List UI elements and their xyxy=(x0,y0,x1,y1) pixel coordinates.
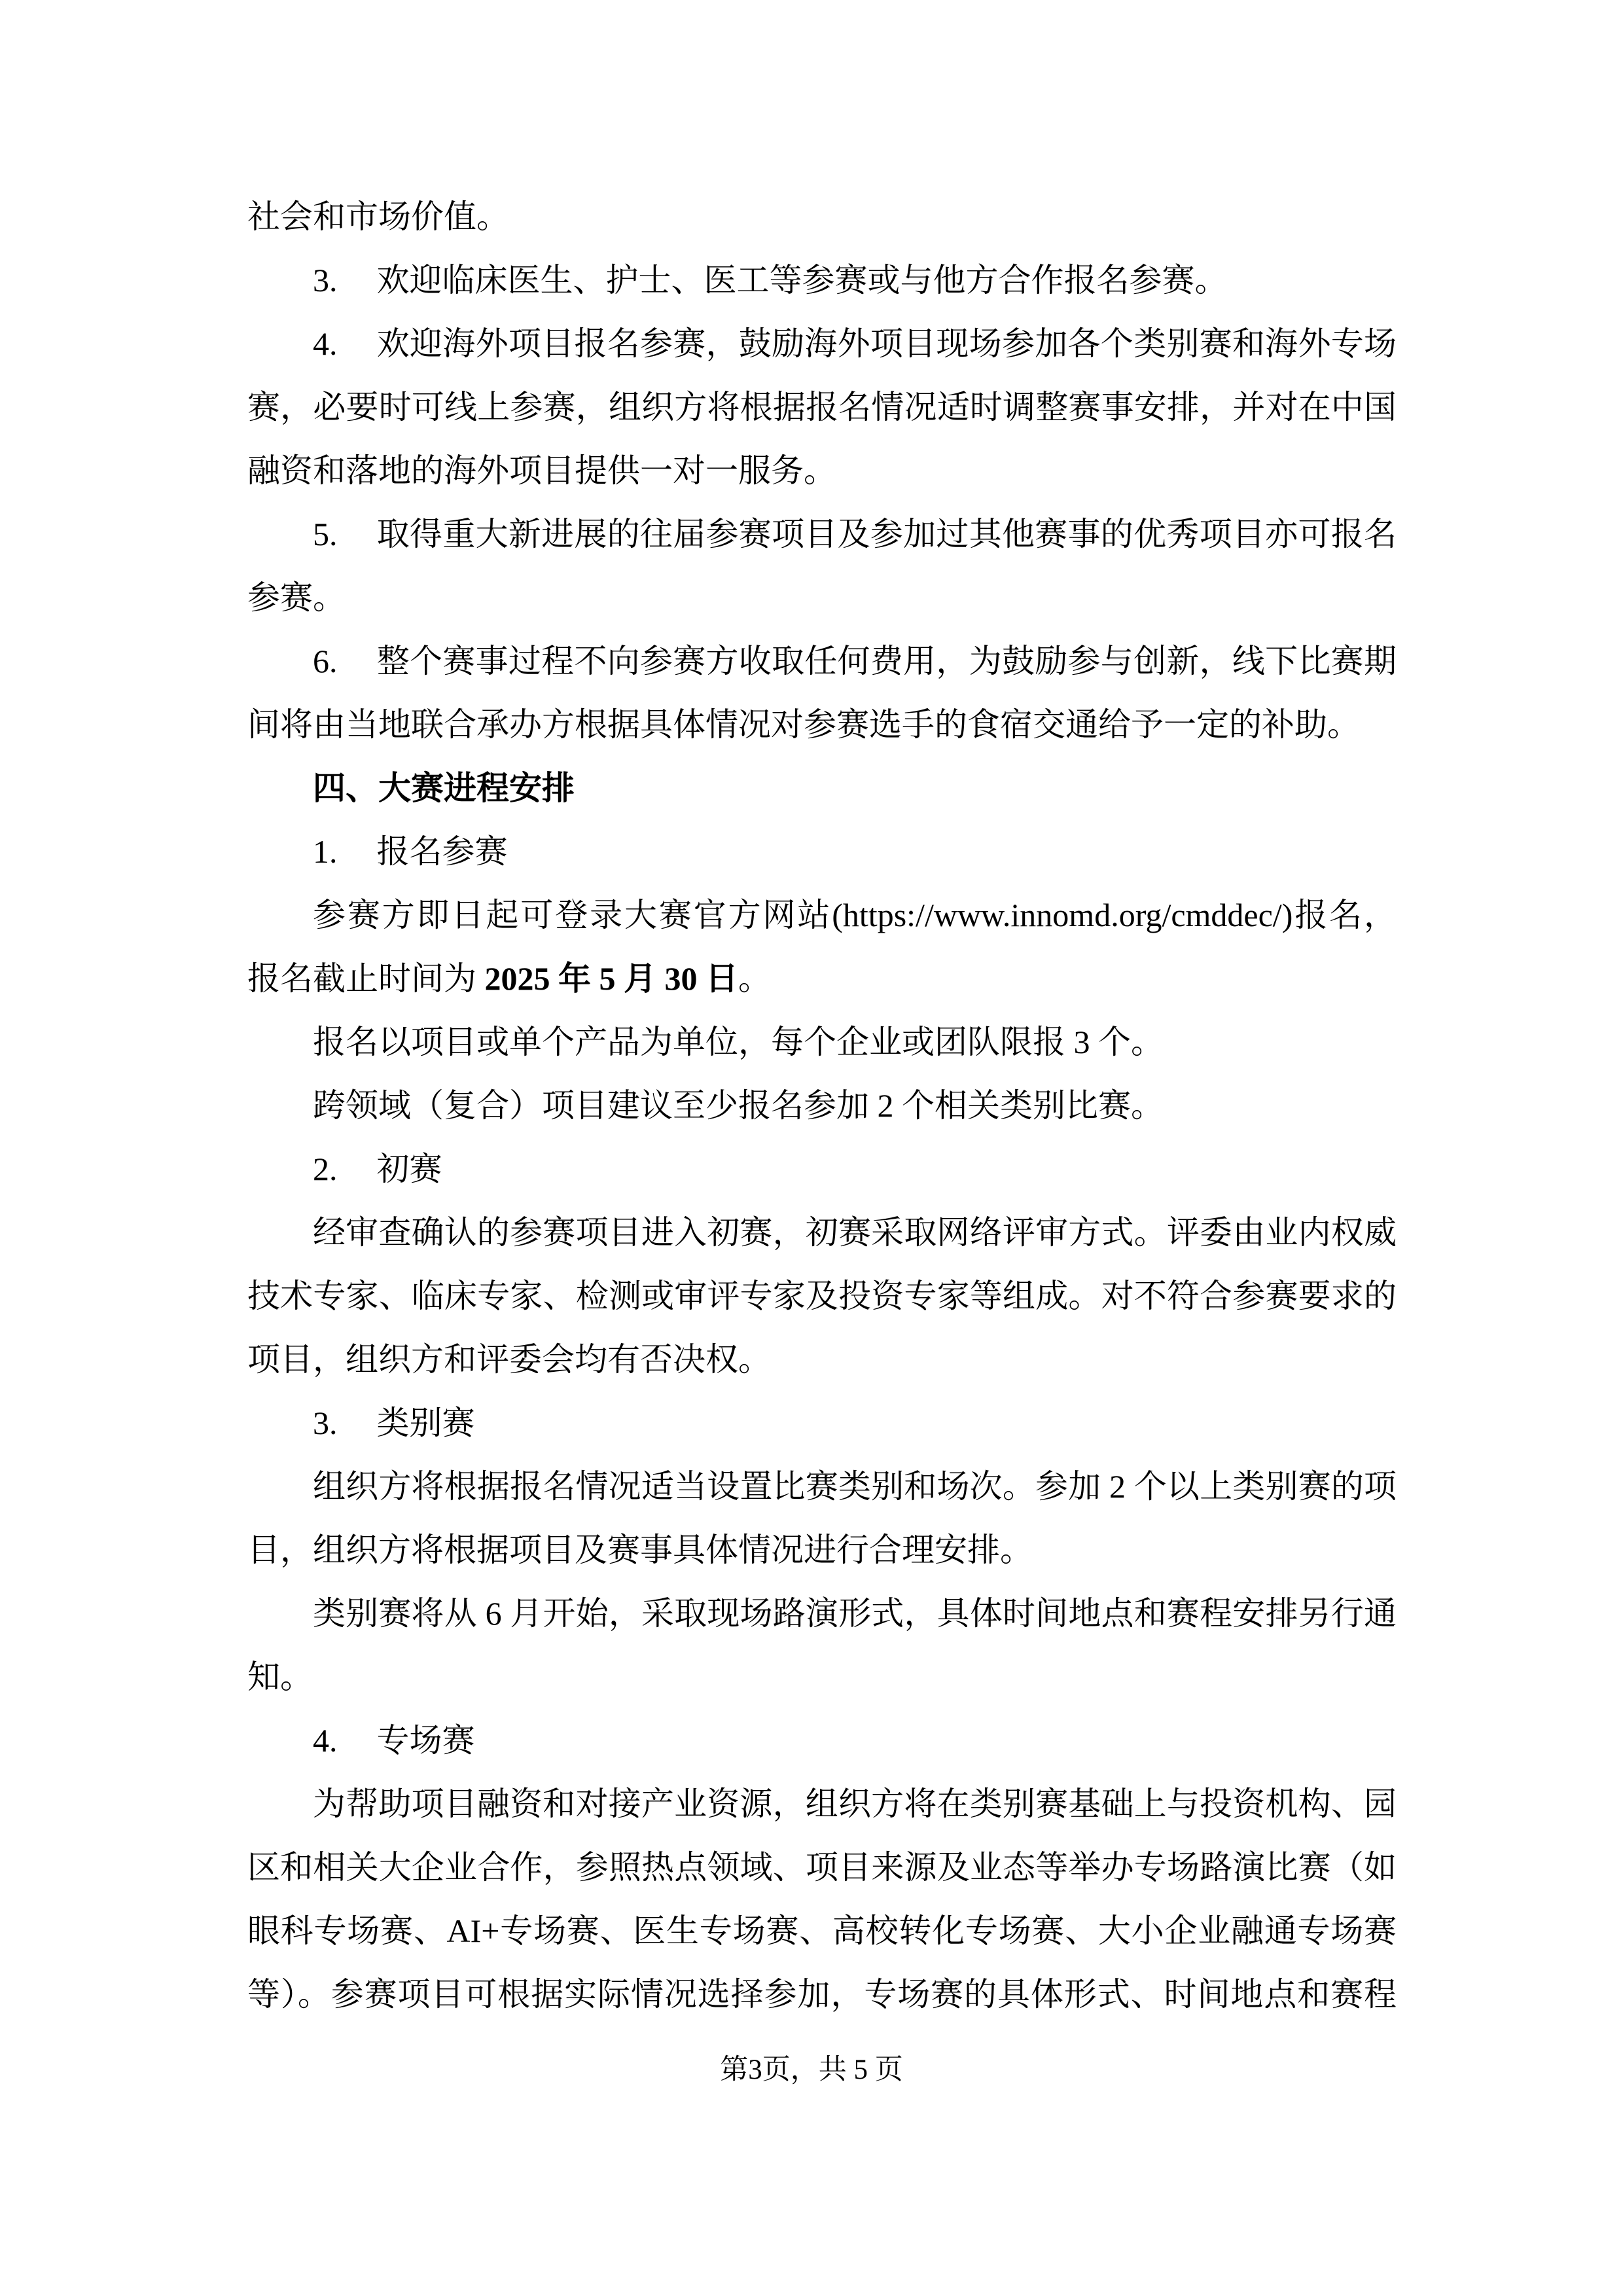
number-gap xyxy=(338,354,377,355)
line-text: 知。 xyxy=(247,1659,313,1695)
item-number: 1. xyxy=(313,833,338,870)
paragraph-line xyxy=(247,1455,1397,1518)
paragraph-line xyxy=(247,376,1397,439)
paragraph-line xyxy=(247,1328,1397,1391)
line-text: 技术专家、临床专家、检测或审评专家及投资专家等组成。对不符合参赛要求的 xyxy=(247,1278,1397,1314)
line-text: 项目，组织方和评委会均有否决权。 xyxy=(247,1341,771,1378)
paragraph-line xyxy=(247,566,1397,630)
numbered-item-3-category xyxy=(247,1391,1397,1455)
paragraph-line xyxy=(247,1582,1397,1645)
item-number: 6. xyxy=(313,643,338,679)
paragraph-line xyxy=(247,1011,1397,1074)
line-text: 报名截止时间为 xyxy=(247,960,485,997)
page-footer xyxy=(0,2053,1623,2088)
deadline-date: 2025 年 5 月 30 日 xyxy=(484,960,738,997)
line-text: 赛，必要时可线上参赛，组织方将根据报名情况适时调整赛事安排，并对在中国 xyxy=(247,389,1397,425)
line-text: 间将由当地联合承办方根据具体情况对参赛选手的食宿交通给予一定的补助。 xyxy=(247,706,1360,743)
line-text: 取得重大新进展的往届参赛项目及参加过其他赛事的优秀项目亦可报名 xyxy=(376,516,1397,552)
line-text: 专场赛 xyxy=(376,1722,475,1759)
line-text: 。 xyxy=(738,960,771,997)
paragraph-line xyxy=(247,1518,1397,1582)
line-text: 欢迎海外项目报名参赛，鼓励海外项目现场参加各个类别赛和海外专场 xyxy=(376,325,1397,362)
line-text: 参赛。 xyxy=(247,579,346,616)
numbered-item-1-signup xyxy=(247,820,1397,884)
line-text: 类别赛将从 6 月开始，采取现场路演形式，具体时间地点和赛程安排另行通 xyxy=(313,1595,1397,1632)
line-text: 社会和市场价值。 xyxy=(247,198,509,235)
number-gap xyxy=(338,1179,377,1180)
line-text: 类别赛 xyxy=(376,1405,475,1441)
paragraph-line xyxy=(247,1645,1397,1709)
item-number: 3. xyxy=(313,1405,338,1441)
line-text: 等）。参赛项目可根据实际情况选择参加，专场赛的具体形式、时间地点和赛程 xyxy=(247,1976,1397,2013)
line-text: 报名参赛 xyxy=(376,833,508,870)
page-number-text: 第3页，共 5 页 xyxy=(720,2054,903,2085)
paragraph-line xyxy=(247,1899,1397,1963)
section-heading xyxy=(247,757,1397,820)
line-text: 初赛 xyxy=(376,1151,442,1187)
line-text: 报名以项目或单个产品为单位，每个企业或团队限报 3 个。 xyxy=(313,1024,1164,1060)
line-text: 经审查确认的参赛项目进入初赛，初赛采取网络评审方式。评委由业内权威 xyxy=(313,1214,1397,1251)
paragraph-line xyxy=(247,185,1397,249)
line-text: 欢迎临床医生、护士、医工等参赛或与他方合作报名参赛。 xyxy=(376,262,1228,298)
paragraph-line xyxy=(247,1265,1397,1328)
section-heading-text: 四、大赛进程安排 xyxy=(313,770,575,806)
paragraph-line xyxy=(247,1201,1397,1265)
line-text: 眼科专场赛、AI+专场赛、医生专场赛、高校转化专场赛、大小企业融通专场赛 xyxy=(247,1912,1397,1949)
line-text: 跨领域（复合）项目建议至少报名参加 2 个相关类别比赛。 xyxy=(313,1087,1164,1124)
numbered-item-3 xyxy=(247,249,1397,312)
item-number: 5. xyxy=(313,516,338,552)
paragraph-line xyxy=(247,439,1397,503)
line-text: 融资和落地的海外项目提供一对一服务。 xyxy=(247,452,836,489)
line-text: 为帮助项目融资和对接产业资源，组织方将在类别赛基础上与投资机构、园 xyxy=(313,1785,1397,1822)
line-text: 区和相关大企业合作，参照热点领域、项目来源及业态等举办专场路演比赛（如 xyxy=(247,1849,1397,1886)
line-text: 整个赛事过程不向参赛方收取任何费用，为鼓励参与创新，线下比赛期 xyxy=(376,643,1397,679)
deadline-line xyxy=(247,947,1397,1011)
number-gap xyxy=(338,862,377,863)
paragraph-line xyxy=(247,1772,1397,1836)
document-body xyxy=(247,185,1397,2026)
numbered-item-4-special xyxy=(247,1709,1397,1772)
paragraph-line-with-url xyxy=(247,884,1397,947)
numbered-item-6 xyxy=(247,630,1397,693)
number-gap xyxy=(338,1433,377,1434)
line-text: 参赛方即日起可登录大赛官方网站(https://www.innomd.org/cmddec/)报名， xyxy=(313,897,1397,933)
item-number: 4. xyxy=(313,325,338,362)
line-text: 目，组织方将根据项目及赛事具体情况进行合理安排。 xyxy=(247,1532,1033,1568)
numbered-item-2-preliminary xyxy=(247,1138,1397,1201)
numbered-item-4 xyxy=(247,312,1397,376)
paragraph-line xyxy=(247,693,1397,757)
paragraph-line xyxy=(247,1836,1397,1899)
numbered-item-5 xyxy=(247,503,1397,566)
paragraph-line xyxy=(247,1074,1397,1138)
item-number: 2. xyxy=(313,1151,338,1187)
line-text: 组织方将根据报名情况适当设置比赛类别和场次。参加 2 个以上类别赛的项 xyxy=(313,1468,1397,1505)
item-number: 4. xyxy=(313,1722,338,1759)
item-number: 3. xyxy=(313,262,338,298)
paragraph-line xyxy=(247,1963,1397,2026)
